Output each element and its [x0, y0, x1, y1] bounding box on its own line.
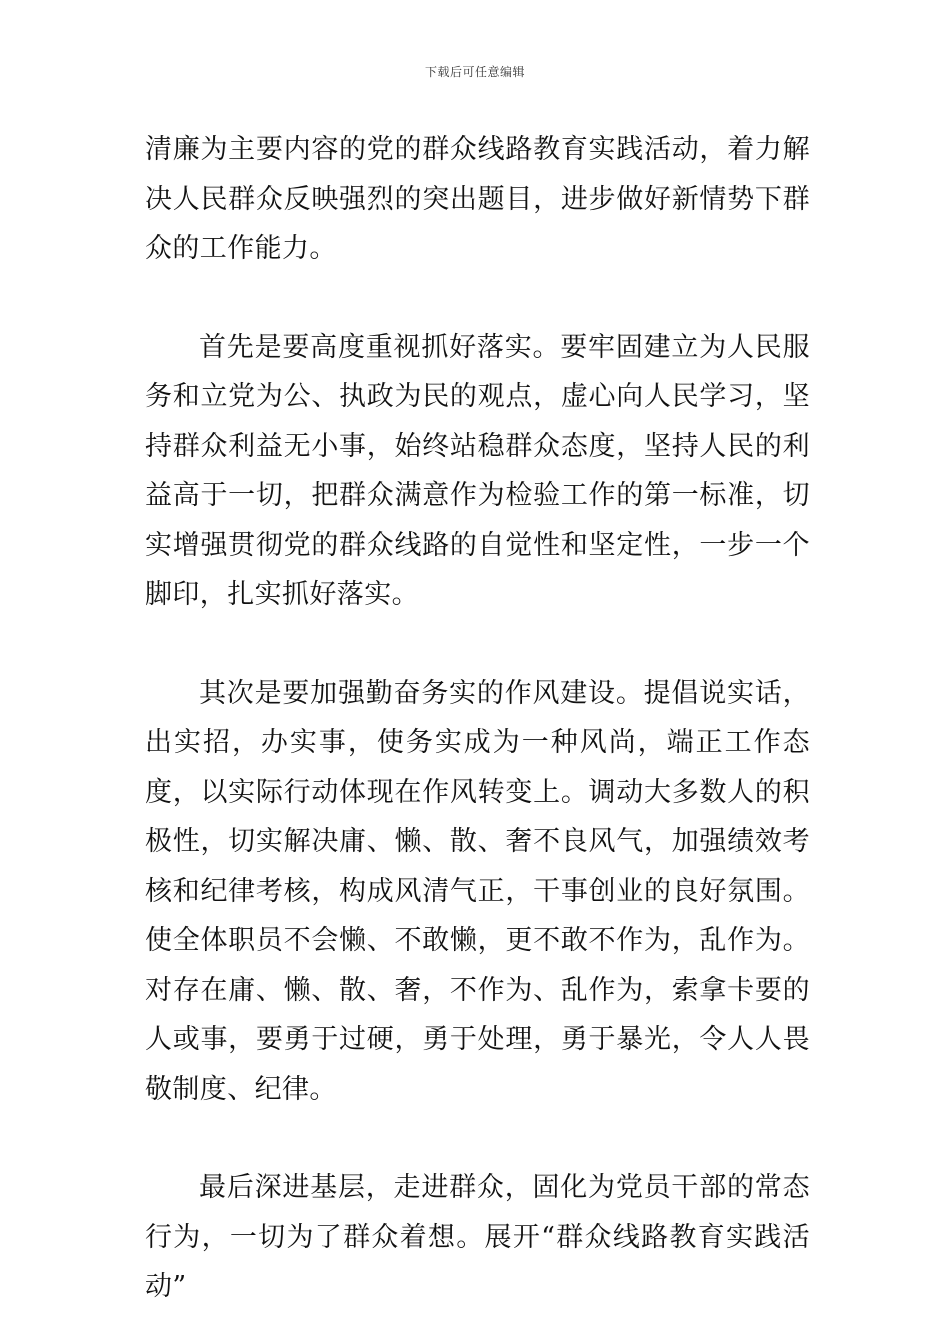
page-header: 下载后可任意编辑 [424, 65, 525, 79]
document-body [145, 125, 810, 1312]
paragraph-second-point: 其次是要加强勤奋务实的作风建设。提倡说实话，出实招，办实事，使务实成为一种风尚，端正工作态度，以实际行动体现在作风转变上。调动大多数人的积极性，切实解决庸、懒、散、奢不良风气，加强绩效考核和纪律考核，构成风清气正，干事创业的良好氛围。使全体职员不会懒、不敢懒，更不敢不作为，乱作为。对存在庸、懒、散、奢，不作为、乱作为，索拿卡要的人或事，要勇于过硬，勇于处理，勇于暴光，令人人畏敬制度、纪律。 [145, 677, 810, 1105]
paragraph-continuation: 清廉为主要内容的党的群众线路教育实践活动，着力解决人民群众反映强烈的突出题目，进步做好新情势下群众的工作能力。 [145, 134, 810, 264]
paragraph-first-point: 首先是要高度重视抓好落实。要牢固建立为人民服务和立党为公、执政为民的观点，虚心向人民学习，坚持群众利益无小事，始终站稳群众态度，坚持人民的利益高于一切，把群众满意作为检验工作的第一标准，切实增强贯彻党的群众线路的自觉性和坚定性，一步一个脚印，扎实抓好落实。 [145, 331, 810, 610]
paragraph-final-point: 最后深进基层，走进群众，固化为党员干部的常态行为，一切为了群众着想。展开“群众线路教育实践活动” [145, 1172, 810, 1302]
